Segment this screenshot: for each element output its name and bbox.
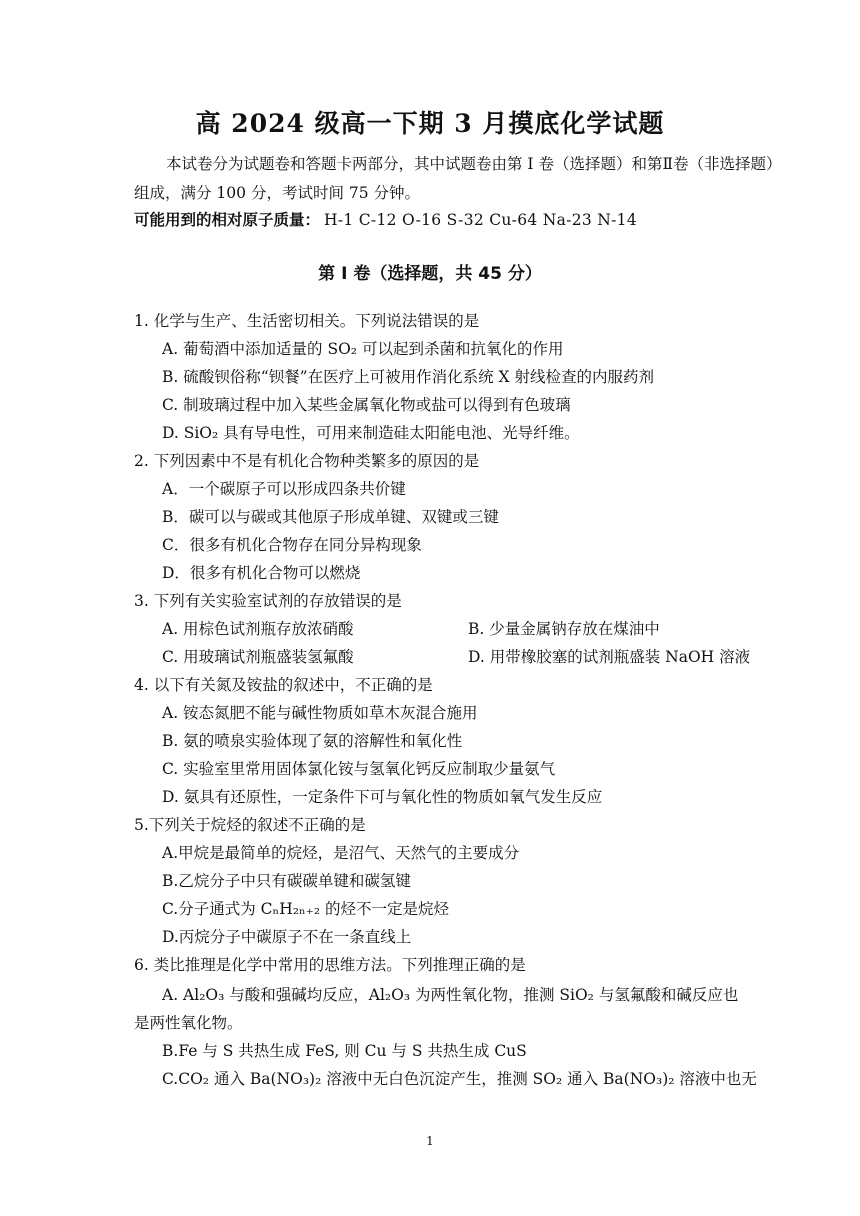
question-6-option-b: B.Fe 与 S 共热生成 FeS, 则 Cu 与 S 共热生成 CuS (162, 1042, 527, 1060)
atomic-mass-values: H-1 C-12 O-16 S-32 Cu-64 Na-23 N-14 (324, 211, 637, 229)
question-6-option-a: A. Al₂O₃ 与酸和强碱均反应，Al₂O₃ 为两性氧化物，推测 SiO₂ 与氢氟酸和碱反应也 (162, 986, 739, 1004)
question-3-option-b: B. 少量金属钠存放在煤油中 (468, 620, 660, 638)
exam-intro: 本试卷分为试题卷和答题卡两部分，其中试题卷由第 Ⅰ 卷（选择题）和第Ⅱ卷（非选择题）组成，满分 100 分，考试时间 75 分钟。 (134, 155, 774, 202)
question-6-option-a-continued: 是两性氧化物。 (134, 1014, 243, 1032)
question-4-stem: 4. 以下有关氮及铵盐的叙述中，不正确的是 (134, 676, 433, 694)
question-1-option-d: D. SiO₂ 具有导电性，可用来制造硅太阳能电池、光导纤维。 (162, 424, 580, 442)
question-2-stem: 2. 下列因素中不是有机化合物种类繁多的原因的是 (134, 452, 480, 470)
question-3-option-c: C. 用玻璃试剂瓶盛装氢氟酸 (162, 648, 354, 666)
question-6-stem: 6. 类比推理是化学中常用的思维方法。下列推理正确的是 (134, 956, 526, 974)
question-5-option-c: C.分子通式为 CₙH₂ₙ₊₂ 的烃不一定是烷烃 (162, 900, 449, 918)
question-5-option-d: D.丙烷分子中碳原子不在一条直线上 (162, 928, 412, 946)
question-1-option-c: C. 制玻璃过程中加入某些金属氧化物或盐可以得到有色玻璃 (162, 396, 571, 414)
question-1-stem: 1. 化学与生产、生活密切相关。下列说法错误的是 (134, 312, 480, 330)
question-2-option-d: D．很多有机化合物可以燃烧 (162, 564, 361, 582)
exam-title: 高 2024 级高一下期 3 月摸底化学试题 (195, 109, 665, 138)
atomic-mass-label: 可能用到的相对原子质量： (134, 211, 321, 229)
question-6-option-c: C.CO₂ 通入 Ba(NO₃)₂ 溶液中无白色沉淀产生，推测 SO₂ 通入 Ba(NO₃)₂ 溶液中也无 (162, 1070, 757, 1088)
question-5-stem: 5.下列关于烷烃的叙述不正确的是 (134, 816, 366, 834)
question-4-option-b: B. 氨的喷泉实验体现了氨的溶解性和氧化性 (162, 732, 463, 750)
atomic-mass-line (134, 208, 814, 230)
question-5-option-a: A.甲烷是最简单的烷烃，是沼气、天然气的主要成分 (162, 844, 520, 862)
question-3-stem: 3. 下列有关实验室试剂的存放错误的是 (134, 592, 402, 610)
section-title: 第 Ⅰ 卷（选择题，共 45 分） (318, 264, 542, 284)
question-4-option-d: D. 氨具有还原性，一定条件下可与氧化性的物质如氧气发生反应 (162, 788, 603, 806)
question-2-option-c: C．很多有机化合物存在同分异构现象 (162, 536, 422, 554)
question-3-option-d: D. 用带橡胶塞的试剂瓶盛装 NaOH 溶液 (468, 648, 751, 666)
question-3-option-a: A. 用棕色试剂瓶存放浓硝酸 (162, 620, 354, 638)
question-4-option-a: A. 铵态氮肥不能与碱性物质如草木灰混合施用 (162, 704, 478, 722)
question-4-option-c: C. 实验室里常用固体氯化铵与氢氧化钙反应制取少量氨气 (162, 760, 556, 778)
question-5-option-b: B.乙烷分子中只有碳碳单键和碳氢键 (162, 872, 411, 890)
question-1-option-a: A. 葡萄酒中添加适量的 SO₂ 可以起到杀菌和抗氧化的作用 (162, 340, 564, 358)
question-2-option-a: A．一个碳原子可以形成四条共价键 (162, 480, 406, 498)
page-number: 1 (426, 1134, 434, 1148)
question-2-option-b: B．碳可以与碳或其他原子形成单键、双键或三键 (162, 508, 499, 526)
question-1-option-b: B. 硫酸钡俗称“钡餐”在医疗上可被用作消化系统 X 射线检查的内服药剂 (162, 368, 654, 386)
